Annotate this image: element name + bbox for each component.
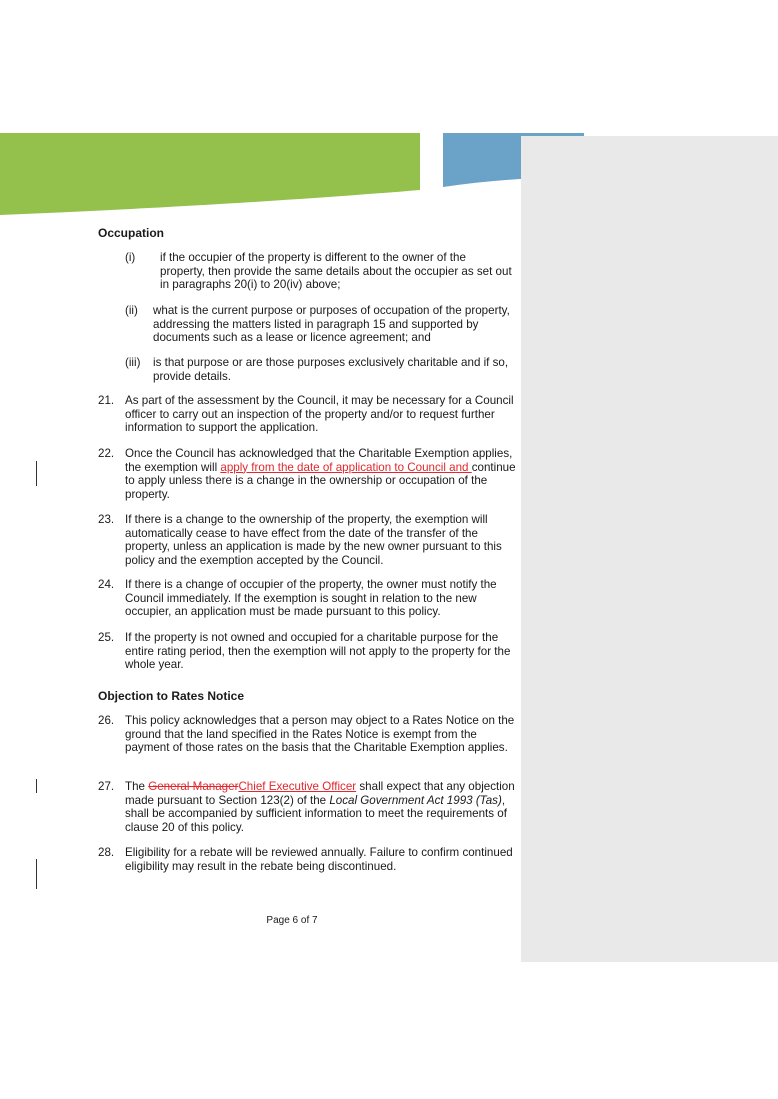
paragraph-text: If there is a change of occupier of the property, the owner must notify the Council immediately. If the exemption is sought in relation to the new occupier, an application must be made pursuant to this policy.: [125, 578, 497, 619]
heading-occupation: Occupation: [98, 226, 165, 240]
occupation-item-text: is that purpose or are those purposes exclusively charitable and if so, provide details.: [153, 356, 509, 383]
paragraph-text: Eligibility for a rebate will be reviewed annually. Failure to confirm continued eligibility may result in the rebate being discontinued.: [125, 846, 513, 873]
header-green-wave: [0, 133, 420, 215]
paragraph-text: [125, 780, 517, 834]
heading-objection: Objection to Rates Notice: [98, 689, 245, 703]
header-banner: [0, 133, 584, 223]
paragraph-number: 28.: [98, 846, 115, 859]
occupation-item-label: (ii): [125, 304, 138, 317]
paragraph-text: This policy acknowledges that a person may object to a Rates Notice on the ground that the land specified in the Rates Notice is exempt from the payment of those rates on the basis that the Charitable Exemption applies.: [125, 714, 515, 755]
paragraph-number: 24.: [98, 578, 115, 591]
comment-margin-panel: [521, 136, 778, 962]
page-number: Page 6 of 7: [266, 915, 318, 926]
occupation-item-text: what is the current purpose or purposes of occupation of the property, addressing the matters listed in paragraph 15 and supported by documents such as a lease or licence agreement; and: [153, 304, 510, 345]
change-bar-p27: [36, 779, 37, 793]
paragraph-number: 26.: [98, 714, 115, 727]
text-run: Once the Council has acknowledged that the Charitable Exemption applies, the exemption will: [125, 447, 513, 474]
tracked-insertion: Chief Executive Officer: [238, 780, 357, 793]
text-run: , shall be accompanied by sufficient information to meet the requirements of clause 20 of this policy.: [125, 793, 507, 834]
paragraph-number: 23.: [98, 513, 115, 526]
paragraph-text: [125, 447, 517, 501]
act-citation: Local Government Act 1993 (Tas): [329, 793, 502, 807]
paragraph-text: If the property is not owned and occupied for a charitable purpose for the entire rating period, then the exemption will not apply to the property for the whole year.: [125, 631, 511, 672]
occupation-item-label: (iii): [125, 356, 141, 369]
text-run: The: [125, 780, 149, 793]
paragraph-number: 27.: [98, 780, 115, 793]
change-bar-p22: [36, 461, 37, 486]
paragraph-number: 22.: [98, 447, 115, 460]
paragraph-text: If there is a change to the ownership of the property, the exemption will automatically cease to have effect from the date of the transfer of the property, unless an application is made by the new owner pursuant to this policy and the exemption accepted by the Council.: [125, 513, 502, 567]
text-run: continue to apply unless there is a change in the ownership or occupation of the property.: [125, 460, 516, 501]
paragraph-text: As part of the assessment by the Council, it may be necessary for a Council officer to carry out an inspection of the property and/or to request further information to support the application.: [125, 394, 514, 435]
paragraph-number: 21.: [98, 394, 115, 407]
tracked-insertion: apply from the date of application to Council and: [220, 460, 472, 474]
change-bar-p28: [36, 859, 37, 889]
text-run: shall expect that any objection made pursuant to Section 123(2) of the: [125, 780, 515, 807]
occupation-item-text: if the occupier of the property is different to the owner of the property, then provide the same details about the occupier as set out in paragraphs 20(i) to 20(iv) above;: [160, 251, 512, 292]
tracked-deletion: General Manager: [148, 780, 239, 793]
paragraph-number: 25.: [98, 631, 115, 644]
occupation-item-label: (i): [125, 251, 136, 264]
